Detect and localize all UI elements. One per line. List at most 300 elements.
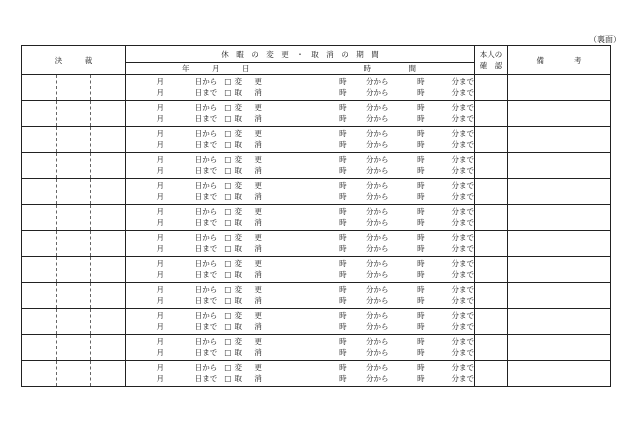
hour-from-label[interactable]: 時 (339, 207, 347, 217)
period-line-from (126, 77, 474, 88)
day-to-label[interactable]: 日まで (194, 296, 218, 306)
cancel-checkbox[interactable]: □ (224, 296, 232, 306)
minute-to-label[interactable]: 分まで (451, 88, 475, 98)
hour-to-label[interactable]: 時 (417, 192, 425, 202)
table-row (22, 309, 611, 335)
cancel-checkbox[interactable]: □ (224, 218, 232, 228)
change-checkbox[interactable]: □ (224, 181, 232, 191)
hour-from-label[interactable]: 時 (339, 233, 347, 243)
table-row (22, 153, 611, 179)
period-line-from (126, 259, 474, 270)
period-line-to (126, 166, 474, 177)
day-from-label[interactable]: 日から (194, 103, 218, 113)
hour-from-label[interactable]: 時 (339, 129, 347, 139)
month-label[interactable]: 月 (156, 155, 165, 165)
table-row (22, 205, 611, 231)
cancel-label: 取 消 (234, 244, 267, 254)
minute-from-label[interactable]: 分から (365, 233, 389, 243)
approval-cell[interactable] (22, 283, 126, 309)
hour-from-label[interactable]: 時 (339, 244, 347, 254)
month-label[interactable]: 月 (156, 374, 165, 384)
change-checkbox[interactable]: □ (224, 311, 232, 321)
self-confirm-cell[interactable] (475, 101, 508, 127)
minute-from-label[interactable]: 分から (365, 155, 389, 165)
minute-to-label[interactable]: 分まで (451, 285, 475, 295)
period-cell (126, 101, 475, 127)
month-label[interactable]: 月 (156, 207, 165, 217)
hour-to-label[interactable]: 時 (417, 322, 425, 332)
approval-cell[interactable] (22, 309, 126, 335)
cancel-checkbox[interactable]: □ (224, 270, 232, 280)
approval-cell[interactable] (22, 101, 126, 127)
remarks-cell[interactable] (508, 101, 611, 127)
hour-from-label[interactable]: 時 (339, 296, 347, 306)
hour-from-label[interactable]: 時 (339, 363, 347, 373)
approval-cell[interactable] (22, 127, 126, 153)
minute-from-label[interactable]: 分から (365, 77, 389, 87)
approval-divider (56, 75, 57, 100)
period-line-to (126, 270, 474, 281)
minute-from-label[interactable]: 分から (365, 363, 389, 373)
remarks-cell[interactable] (508, 179, 611, 205)
month-label[interactable]: 月 (156, 192, 165, 202)
remarks-cell[interactable] (508, 283, 611, 309)
month-label[interactable]: 月 (156, 348, 165, 358)
day-from-label[interactable]: 日から (194, 129, 218, 139)
header-decision: 決 裁 (22, 46, 126, 75)
month-label[interactable]: 月 (156, 311, 165, 321)
change-checkbox[interactable]: □ (224, 233, 232, 243)
remarks-cell[interactable] (508, 361, 611, 387)
change-checkbox[interactable]: □ (224, 207, 232, 217)
self-confirm-cell[interactable] (475, 153, 508, 179)
day-from-label[interactable]: 日から (194, 363, 218, 373)
remarks-cell[interactable] (508, 205, 611, 231)
hour-from-label[interactable]: 時 (339, 311, 347, 321)
change-checkbox[interactable]: □ (224, 155, 232, 165)
hour-from-label[interactable]: 時 (339, 88, 347, 98)
day-to-label[interactable]: 日まで (194, 140, 218, 150)
change-checkbox[interactable]: □ (224, 103, 232, 113)
table-row (22, 335, 611, 361)
approval-divider (90, 335, 91, 360)
hour-from-label[interactable]: 時 (339, 181, 347, 191)
minute-from-label[interactable]: 分から (365, 337, 389, 347)
minute-from-label[interactable]: 分から (365, 259, 389, 269)
day-to-label[interactable]: 日まで (194, 244, 218, 254)
approval-divider (56, 335, 57, 360)
day-to-label[interactable]: 日まで (194, 348, 218, 358)
approval-divider (90, 257, 91, 282)
hour-to-label[interactable]: 時 (417, 363, 425, 373)
hour-to-label[interactable]: 時 (417, 103, 425, 113)
hour-to-label[interactable]: 時 (417, 244, 425, 254)
hour-to-label[interactable]: 時 (417, 88, 425, 98)
minute-from-label[interactable]: 分から (365, 374, 389, 384)
approval-divider (56, 205, 57, 230)
minute-to-label[interactable]: 分まで (451, 166, 475, 176)
minute-from-label[interactable]: 分から (365, 311, 389, 321)
hour-from-label[interactable]: 時 (339, 166, 347, 176)
hour-to-label[interactable]: 時 (417, 77, 425, 87)
hour-from-label[interactable]: 時 (339, 348, 347, 358)
period-line-to (126, 218, 474, 229)
change-checkbox[interactable]: □ (224, 259, 232, 269)
day-from-label[interactable]: 日から (194, 207, 218, 217)
change-label: 変 更 (234, 181, 267, 191)
month-label[interactable]: 月 (156, 218, 165, 228)
hour-to-label[interactable]: 時 (417, 348, 425, 358)
minute-to-label[interactable]: 分まで (451, 114, 475, 124)
cancel-label: 取 消 (234, 140, 267, 150)
day-from-label[interactable]: 日から (194, 337, 218, 347)
cancel-checkbox[interactable]: □ (224, 374, 232, 384)
minute-from-label[interactable]: 分から (365, 88, 389, 98)
minute-from-label[interactable]: 分から (365, 192, 389, 202)
approval-divider (56, 309, 57, 334)
minute-from-label[interactable]: 分から (365, 322, 389, 332)
minute-to-label[interactable]: 分まで (451, 181, 475, 191)
header-self-confirm-line2: 確 認 (479, 61, 503, 70)
table-row (22, 361, 611, 387)
day-to-label[interactable]: 日まで (194, 374, 218, 384)
period-line-from (126, 155, 474, 166)
approval-divider (90, 101, 91, 126)
period-line-to (126, 374, 474, 385)
period-line-to (126, 244, 474, 255)
day-from-label[interactable]: 日から (194, 285, 218, 295)
minute-to-label[interactable]: 分まで (451, 140, 475, 150)
hour-to-label[interactable]: 時 (417, 374, 425, 384)
self-confirm-cell[interactable] (475, 361, 508, 387)
minute-from-label[interactable]: 分から (365, 129, 389, 139)
hour-from-label[interactable]: 時 (339, 103, 347, 113)
hour-to-label[interactable]: 時 (417, 140, 425, 150)
change-checkbox[interactable]: □ (224, 337, 232, 347)
remarks-cell[interactable] (508, 75, 611, 101)
minute-from-label[interactable]: 分から (365, 103, 389, 113)
remarks-cell[interactable] (508, 309, 611, 335)
cancel-label: 取 消 (234, 114, 267, 124)
hour-from-label[interactable]: 時 (339, 114, 347, 124)
header-hour-span: 時 間 (363, 64, 416, 73)
minute-from-label[interactable]: 分から (365, 285, 389, 295)
day-from-label[interactable]: 日から (194, 155, 218, 165)
month-label[interactable]: 月 (156, 233, 165, 243)
hour-to-label[interactable]: 時 (417, 218, 425, 228)
minute-to-label[interactable]: 分まで (451, 77, 475, 87)
period-line-from (126, 207, 474, 218)
period-cell (126, 153, 475, 179)
hour-to-label[interactable]: 時 (417, 270, 425, 280)
minute-from-label[interactable]: 分から (365, 296, 389, 306)
minute-from-label[interactable]: 分から (365, 114, 389, 124)
hour-from-label[interactable]: 時 (339, 192, 347, 202)
change-label: 変 更 (234, 129, 267, 139)
change-checkbox[interactable]: □ (224, 285, 232, 295)
hour-to-label[interactable]: 時 (417, 285, 425, 295)
cancel-checkbox[interactable]: □ (224, 348, 232, 358)
day-to-label[interactable]: 日まで (194, 322, 218, 332)
period-line-from (126, 233, 474, 244)
approval-divider (90, 75, 91, 100)
minute-from-label[interactable]: 分から (365, 244, 389, 254)
minute-to-label[interactable]: 分まで (451, 207, 475, 217)
change-checkbox[interactable]: □ (224, 129, 232, 139)
change-label: 変 更 (234, 311, 267, 321)
cancel-checkbox[interactable]: □ (224, 114, 232, 124)
table-row (22, 127, 611, 153)
minute-to-label[interactable]: 分まで (451, 348, 475, 358)
hour-from-label[interactable]: 時 (339, 259, 347, 269)
self-confirm-cell[interactable] (475, 309, 508, 335)
self-confirm-cell[interactable] (475, 283, 508, 309)
month-label[interactable]: 月 (156, 259, 165, 269)
change-label: 変 更 (234, 207, 267, 217)
hour-from-label[interactable]: 時 (339, 270, 347, 280)
approval-cell[interactable] (22, 153, 126, 179)
minute-to-label[interactable]: 分まで (451, 374, 475, 384)
minute-to-label[interactable]: 分まで (451, 192, 475, 202)
minute-to-label[interactable]: 分まで (451, 337, 475, 347)
month-label[interactable]: 月 (156, 166, 165, 176)
month-label[interactable]: 月 (156, 140, 165, 150)
cancel-checkbox[interactable]: □ (224, 322, 232, 332)
approval-divider (56, 179, 57, 204)
cancel-label: 取 消 (234, 296, 267, 306)
hour-to-label[interactable]: 時 (417, 114, 425, 124)
self-confirm-cell[interactable] (475, 75, 508, 101)
change-checkbox[interactable]: □ (224, 363, 232, 373)
approval-divider (90, 153, 91, 178)
approval-divider (90, 283, 91, 308)
table-row (22, 257, 611, 283)
remarks-cell[interactable] (508, 127, 611, 153)
change-label: 変 更 (234, 285, 267, 295)
self-confirm-cell[interactable] (475, 205, 508, 231)
minute-from-label[interactable]: 分から (365, 181, 389, 191)
page-side-label: （裏面） (589, 35, 621, 44)
cancel-checkbox[interactable]: □ (224, 88, 232, 98)
header-period-title: 休 暇 の 変 更 ・ 取 消 の 期 間 (126, 46, 475, 63)
hour-from-label[interactable]: 時 (339, 374, 347, 384)
minute-from-label[interactable]: 分から (365, 270, 389, 280)
hour-to-label[interactable]: 時 (417, 296, 425, 306)
approval-cell[interactable] (22, 205, 126, 231)
cancel-label: 取 消 (234, 166, 267, 176)
self-confirm-cell[interactable] (475, 127, 508, 153)
remarks-cell[interactable] (508, 231, 611, 257)
remarks-cell[interactable] (508, 257, 611, 283)
period-line-from (126, 337, 474, 348)
table-row (22, 75, 611, 101)
month-label[interactable]: 月 (156, 363, 165, 373)
month-label[interactable]: 月 (156, 103, 165, 113)
period-line-to (126, 88, 474, 99)
hour-from-label[interactable]: 時 (339, 155, 347, 165)
cancel-checkbox[interactable]: □ (224, 192, 232, 202)
month-label[interactable]: 月 (156, 244, 165, 254)
approval-divider (90, 127, 91, 152)
period-line-to (126, 192, 474, 203)
minute-to-label[interactable]: 分まで (451, 218, 475, 228)
leave-change-form-table (21, 45, 611, 387)
approval-cell[interactable] (22, 335, 126, 361)
month-label[interactable]: 月 (156, 296, 165, 306)
day-from-label[interactable]: 日から (194, 181, 218, 191)
minute-from-label[interactable]: 分から (365, 140, 389, 150)
self-confirm-cell[interactable] (475, 179, 508, 205)
minute-to-label[interactable]: 分まで (451, 363, 475, 373)
period-line-to (126, 114, 474, 125)
minute-from-label[interactable]: 分から (365, 218, 389, 228)
cancel-checkbox[interactable]: □ (224, 244, 232, 254)
day-to-label[interactable]: 日まで (194, 166, 218, 176)
hour-from-label[interactable]: 時 (339, 77, 347, 87)
header-remarks: 備 考 (508, 46, 611, 75)
period-line-from (126, 181, 474, 192)
header-self-confirm (475, 46, 508, 75)
period-line-from (126, 285, 474, 296)
period-cell (126, 75, 475, 101)
minute-from-label[interactable]: 分から (365, 348, 389, 358)
remarks-cell[interactable] (508, 153, 611, 179)
day-to-label[interactable]: 日まで (194, 218, 218, 228)
change-label: 変 更 (234, 103, 267, 113)
minute-to-label[interactable]: 分まで (451, 270, 475, 280)
cancel-label: 取 消 (234, 88, 267, 98)
minute-to-label[interactable]: 分まで (451, 259, 475, 269)
cancel-label: 取 消 (234, 192, 267, 202)
change-checkbox[interactable]: □ (224, 77, 232, 87)
cancel-label: 取 消 (234, 218, 267, 228)
remarks-cell[interactable] (508, 335, 611, 361)
period-line-to (126, 322, 474, 333)
header-subcolumns (126, 63, 475, 75)
hour-to-label[interactable]: 時 (417, 207, 425, 217)
month-label[interactable]: 月 (156, 88, 165, 98)
approval-divider (90, 231, 91, 256)
period-cell (126, 309, 475, 335)
table-row (22, 231, 611, 257)
day-from-label[interactable]: 日から (194, 259, 218, 269)
change-label: 変 更 (234, 337, 267, 347)
approval-divider (90, 309, 91, 334)
day-from-label[interactable]: 日から (194, 233, 218, 243)
self-confirm-cell[interactable] (475, 231, 508, 257)
approval-divider (90, 179, 91, 204)
month-label[interactable]: 月 (156, 285, 165, 295)
month-label[interactable]: 月 (156, 114, 165, 124)
minute-to-label[interactable]: 分まで (451, 311, 475, 321)
change-label: 変 更 (234, 233, 267, 243)
minute-from-label[interactable]: 分から (365, 166, 389, 176)
change-label: 変 更 (234, 363, 267, 373)
cancel-checkbox[interactable]: □ (224, 140, 232, 150)
hour-to-label[interactable]: 時 (417, 155, 425, 165)
approval-divider (56, 283, 57, 308)
cancel-label: 取 消 (234, 270, 267, 280)
approval-cell[interactable] (22, 231, 126, 257)
minute-to-label[interactable]: 分まで (451, 129, 475, 139)
day-to-label[interactable]: 日まで (194, 88, 218, 98)
period-line-to (126, 140, 474, 151)
hour-from-label[interactable]: 時 (339, 322, 347, 332)
approval-cell[interactable] (22, 75, 126, 101)
day-from-label[interactable]: 日から (194, 77, 218, 87)
minute-to-label[interactable]: 分まで (451, 233, 475, 243)
self-confirm-cell[interactable] (475, 257, 508, 283)
self-confirm-cell[interactable] (475, 335, 508, 361)
period-line-from (126, 363, 474, 374)
header-year-month-day: 年 月 日 (181, 64, 250, 73)
hour-to-label[interactable]: 時 (417, 166, 425, 176)
hour-from-label[interactable]: 時 (339, 285, 347, 295)
cancel-checkbox[interactable]: □ (224, 166, 232, 176)
approval-divider (56, 127, 57, 152)
table-row (22, 283, 611, 309)
hour-from-label[interactable]: 時 (339, 140, 347, 150)
hour-from-label[interactable]: 時 (339, 337, 347, 347)
approval-divider (56, 257, 57, 282)
hour-from-label[interactable]: 時 (339, 218, 347, 228)
period-line-from (126, 311, 474, 322)
header-self-confirm-line1: 本人の (479, 50, 503, 59)
month-label[interactable]: 月 (156, 322, 165, 332)
day-to-label[interactable]: 日まで (194, 270, 218, 280)
hour-to-label[interactable]: 時 (417, 259, 425, 269)
minute-to-label[interactable]: 分まで (451, 155, 475, 165)
minute-to-label[interactable]: 分まで (451, 296, 475, 306)
cancel-label: 取 消 (234, 374, 267, 384)
change-label: 変 更 (234, 155, 267, 165)
hour-to-label[interactable]: 時 (417, 129, 425, 139)
day-from-label[interactable]: 日から (194, 311, 218, 321)
period-cell (126, 205, 475, 231)
month-label[interactable]: 月 (156, 129, 165, 139)
minute-to-label[interactable]: 分まで (451, 103, 475, 113)
approval-cell[interactable] (22, 179, 126, 205)
month-label[interactable]: 月 (156, 181, 165, 191)
cancel-label: 取 消 (234, 348, 267, 358)
hour-to-label[interactable]: 時 (417, 311, 425, 321)
period-cell (126, 257, 475, 283)
day-to-label[interactable]: 日まで (194, 192, 218, 202)
minute-from-label[interactable]: 分から (365, 207, 389, 217)
table-row (22, 179, 611, 205)
hour-to-label[interactable]: 時 (417, 337, 425, 347)
period-line-from (126, 129, 474, 140)
approval-cell[interactable] (22, 257, 126, 283)
period-line-from (126, 103, 474, 114)
approval-divider (90, 205, 91, 230)
hour-to-label[interactable]: 時 (417, 181, 425, 191)
month-label[interactable]: 月 (156, 77, 165, 87)
month-label[interactable]: 月 (156, 270, 165, 280)
period-line-to (126, 296, 474, 307)
approval-divider (56, 231, 57, 256)
minute-to-label[interactable]: 分まで (451, 244, 475, 254)
month-label[interactable]: 月 (156, 337, 165, 347)
change-label: 変 更 (234, 259, 267, 269)
period-cell (126, 283, 475, 309)
change-label: 変 更 (234, 77, 267, 87)
hour-to-label[interactable]: 時 (417, 233, 425, 243)
minute-to-label[interactable]: 分まで (451, 322, 475, 332)
approval-cell[interactable] (22, 361, 126, 387)
period-cell (126, 127, 475, 153)
day-to-label[interactable]: 日まで (194, 114, 218, 124)
